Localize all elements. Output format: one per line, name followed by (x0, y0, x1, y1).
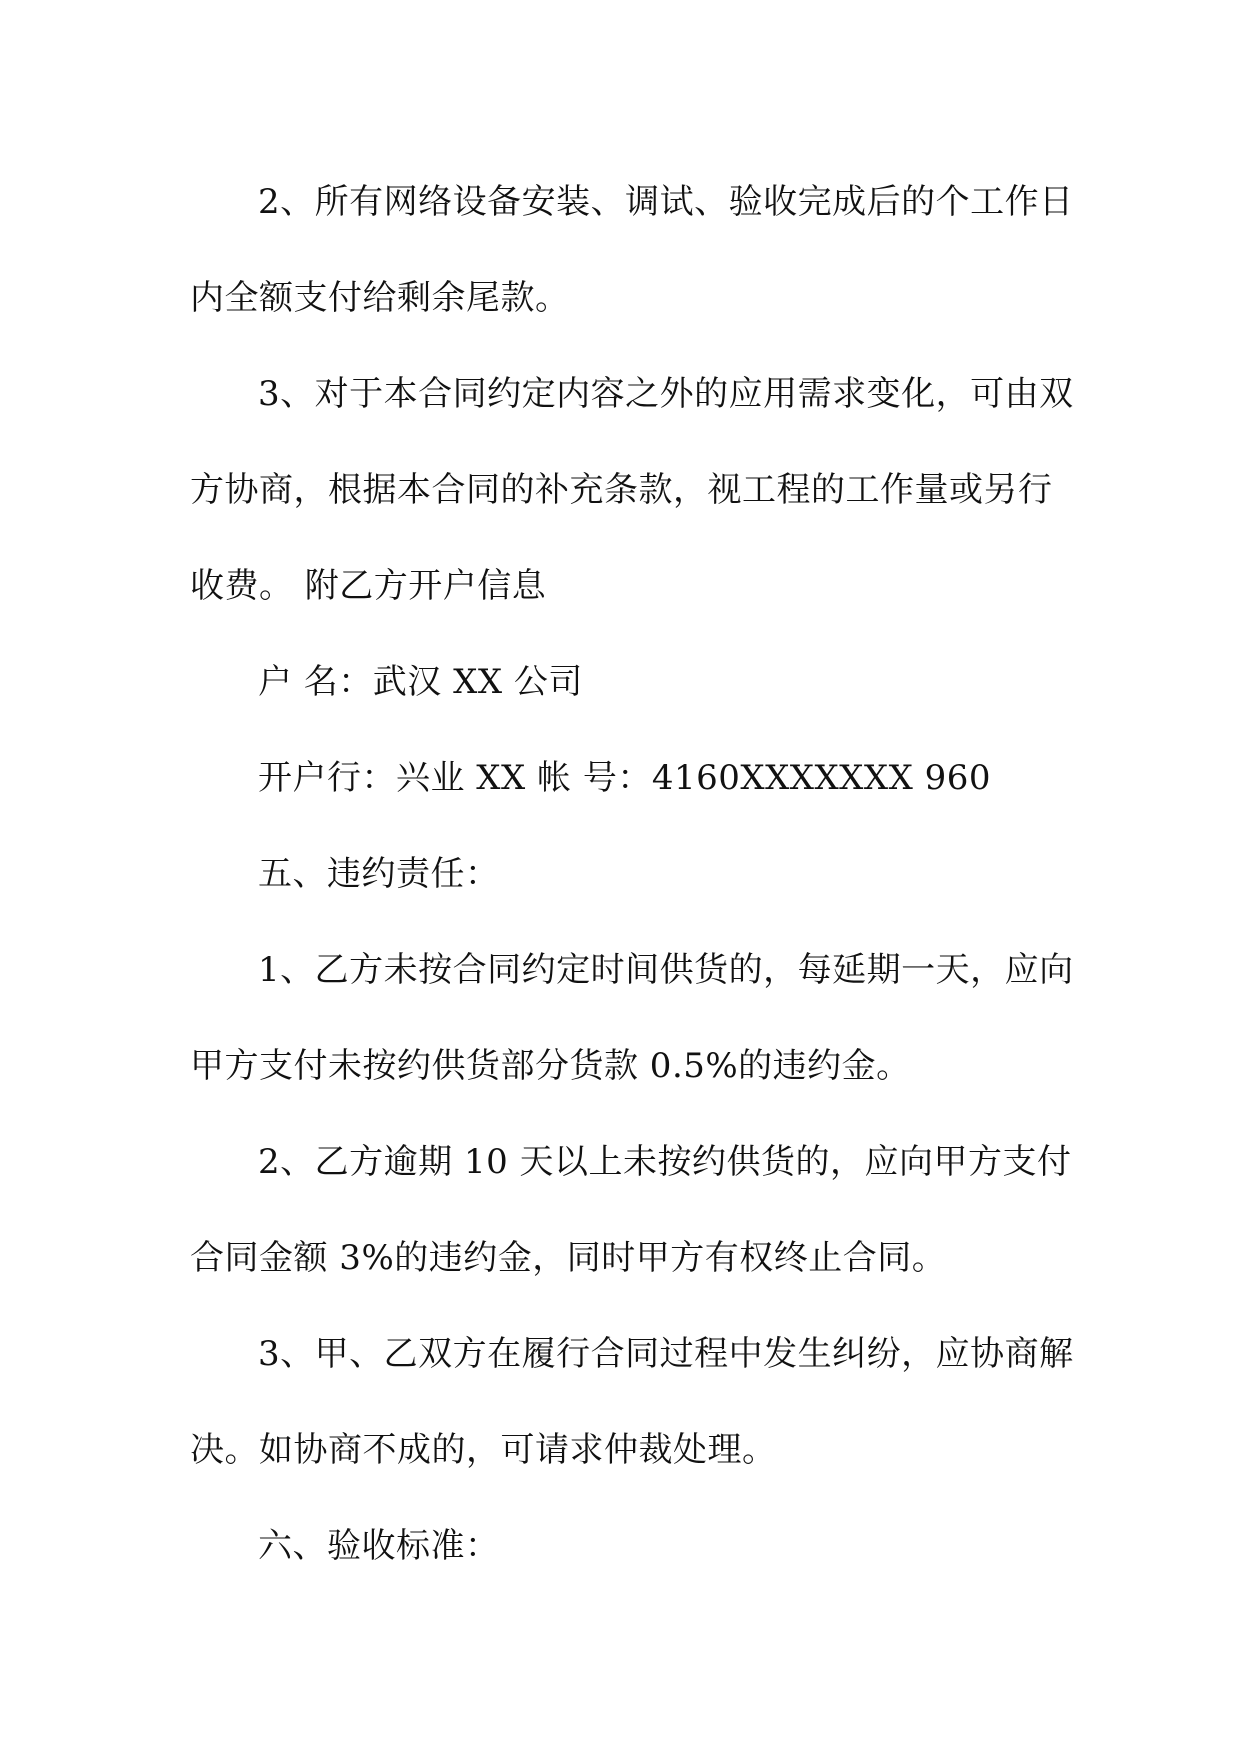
account-bank-line: 开户行：兴业 XX 帐 号：4160XXXXXXX 960 (258, 758, 991, 798)
paragraph-line: 2、乙方逾期 10 天以上未按约供货的，应向甲方支付 (258, 1142, 1072, 1182)
paragraph-line: 3、甲、乙双方在履行合同过程中发生纠纷，应协商解 (258, 1334, 1074, 1374)
section-heading: 五、违约责任： (258, 854, 500, 894)
paragraph-line: 3、对于本合同约定内容之外的应用需求变化，可由双 (258, 374, 1074, 414)
account-name-line: 户 名：武汉 XX 公司 (258, 662, 583, 702)
paragraph-line: 甲方支付未按约供货部分货款 0.5%的违约金。 (190, 1046, 911, 1086)
paragraph-line: 方协商，根据本合同的补充条款，视工程的工作量或另行 (190, 470, 1053, 510)
paragraph-line: 收费。 附乙方开户信息 (190, 566, 547, 606)
paragraph-line: 决。如协商不成的，可请求仲裁处理。 (190, 1430, 777, 1470)
section-heading: 六、验收标准： (258, 1526, 500, 1566)
paragraph-line: 合同金额 3%的违约金，同时甲方有权终止合同。 (190, 1238, 947, 1278)
paragraph-line: 1、乙方未按合同约定时间供货的，每延期一天，应向 (258, 950, 1074, 990)
paragraph-line: 内全额支付给剩余尾款。 (190, 278, 570, 318)
paragraph-line: 2、所有网络设备安装、调试、验收完成后的个工作日 (258, 182, 1074, 222)
